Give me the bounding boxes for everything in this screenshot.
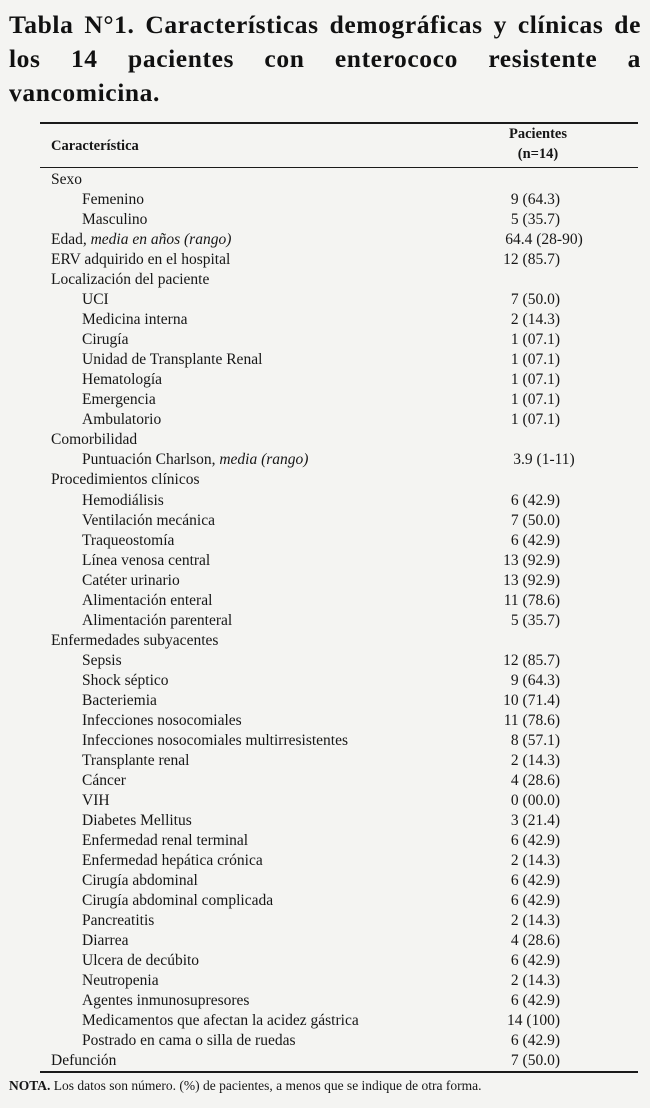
row-label: [82, 751, 189, 771]
table-row: [40, 430, 638, 450]
row-label-text: Alimentación parenteral: [82, 611, 233, 629]
row-value: 11 (78.6): [503, 591, 560, 609]
row-label: [82, 791, 110, 811]
row-label: [82, 851, 263, 871]
row-label: [82, 871, 198, 891]
row-label-text: Agentes inmunosupresores: [82, 992, 250, 1010]
row-label: [82, 571, 180, 591]
row-label-text: Ulcera de decúbito: [82, 952, 200, 970]
row-label-text: Línea venosa central: [82, 551, 211, 569]
row-label: [51, 230, 231, 250]
table-row: [40, 751, 638, 771]
row-value: 9 (64.3): [510, 671, 560, 689]
row-label-text: Medicina interna: [82, 311, 188, 329]
table-row: [40, 731, 638, 751]
table-row: [40, 811, 638, 831]
row-value: 6 (42.9): [510, 952, 560, 970]
row-label-text: Enfermedad renal terminal: [82, 832, 249, 850]
row-value: 1 (07.1): [510, 391, 560, 409]
row-label-text: Sexo: [51, 171, 82, 188]
row-label: [82, 450, 308, 470]
row-label: [51, 430, 137, 450]
row-label: [51, 250, 230, 270]
row-label-text: Bacteriemia: [82, 691, 157, 709]
row-label-text: Cirugía abdominal complicada: [82, 892, 274, 910]
row-label-text: Unidad de Transplante Renal: [82, 351, 263, 369]
row-label: [82, 771, 126, 791]
row-label: [82, 390, 156, 410]
table-row: [40, 1051, 638, 1071]
row-label-text: Localización del paciente: [51, 271, 210, 289]
row-label: [51, 170, 82, 190]
row-value: 6 (42.9): [510, 491, 560, 509]
row-label: [82, 971, 159, 991]
table-row: [40, 671, 638, 691]
row-label-text: Enfermedad hepática crónica: [82, 852, 263, 870]
row-label-text: Hematología: [82, 371, 163, 389]
row-label: [82, 811, 192, 831]
row-label: [82, 711, 242, 731]
row-label-text: Shock séptico: [82, 671, 169, 689]
row-label: [82, 951, 199, 971]
row-label: [82, 891, 273, 911]
table-row: [40, 270, 638, 290]
row-label-text: Ambulatorio: [82, 411, 162, 429]
row-label-text: Neutropenia: [82, 972, 159, 990]
row-value: 7 (50.0): [510, 511, 560, 529]
table-row: [40, 591, 638, 611]
row-value: 12 (85.7): [503, 251, 560, 269]
row-value: 2 (14.3): [510, 751, 560, 769]
table-row: [40, 350, 638, 370]
row-label-text: Diarrea: [82, 932, 129, 950]
row-label-text: Edad,: [51, 231, 91, 249]
row-value: 7 (50.0): [510, 1052, 560, 1070]
row-label-text: ERV adquirido en el hospital: [51, 251, 231, 269]
row-value: 1 (07.1): [510, 331, 560, 349]
table-row: [40, 771, 638, 791]
table-row: [40, 971, 638, 991]
row-label-text: Traqueostomía: [82, 531, 175, 549]
header-pacientes-line2: (n=14): [517, 146, 559, 162]
row-value: 6 (42.9): [510, 892, 560, 910]
table-row: [40, 871, 638, 891]
table-row: [40, 1011, 638, 1031]
row-value: 12 (85.7): [503, 651, 560, 669]
table-row: [40, 330, 638, 350]
row-value: 6 (42.9): [510, 1032, 560, 1050]
row-label: [82, 651, 122, 671]
row-value: 6 (42.9): [510, 531, 560, 549]
row-value: 1 (07.1): [510, 371, 560, 389]
table-row: [40, 210, 638, 230]
row-label: [51, 270, 209, 290]
row-value: 1 (07.1): [510, 351, 560, 369]
row-label: [82, 911, 154, 931]
row-label-text: Comorbilidad: [51, 431, 138, 449]
row-label-text: Infecciones nosocomiales: [82, 711, 242, 729]
row-label: [51, 631, 218, 651]
row-label-text: Cirugía abdominal: [82, 872, 198, 890]
row-label-text: Postrado en cama o silla de ruedas: [82, 1032, 296, 1050]
table-row: [40, 851, 638, 871]
row-value: 64.4 (28-90): [505, 231, 583, 249]
row-label-text: Infecciones nosocomiales multirresistentes: [82, 731, 349, 749]
row-label-italic: media (rango): [219, 451, 309, 469]
table-row: [40, 1031, 638, 1051]
table-row: [40, 891, 638, 911]
table-title: Tabla N°1. Características demográficas y clínicas de los 14 pacientes con enterococo resistente a vancomicina.: [9, 10, 641, 107]
row-label: [82, 671, 169, 691]
row-value: 1 (07.1): [510, 411, 560, 429]
row-value: 2 (14.3): [510, 972, 560, 990]
row-label-text: Medicamentos que afectan la acidez gástrica: [82, 1012, 359, 1030]
table-row: [40, 170, 638, 190]
row-label-text: Defunción: [51, 1052, 117, 1070]
row-label: [82, 290, 109, 310]
row-label: [82, 591, 212, 611]
table-row: [40, 470, 638, 490]
row-label: [82, 831, 248, 851]
table-row: [40, 631, 638, 651]
row-value: 6 (42.9): [510, 872, 560, 890]
row-label-text: Puntuación Charlson,: [82, 451, 220, 469]
row-label: [82, 190, 144, 210]
row-label-text: Emergencia: [82, 391, 156, 409]
row-value: 5 (35.7): [510, 211, 560, 229]
table-row: [40, 310, 638, 330]
row-value: 10 (71.4): [503, 691, 560, 709]
row-value: 8 (57.1): [510, 731, 560, 749]
table-row: [40, 951, 638, 971]
table-row: [40, 611, 638, 631]
table-row: [40, 250, 638, 270]
table-row: [40, 410, 638, 430]
table-note: [9, 1077, 482, 1095]
table-row: [40, 290, 638, 310]
row-label-text: Masculino: [82, 211, 148, 229]
table-header-rule: [40, 167, 638, 168]
row-value: 2 (14.3): [510, 912, 560, 930]
row-label: [51, 1051, 116, 1071]
row-label: [82, 1031, 296, 1051]
row-value: 0 (00.0): [510, 791, 560, 809]
row-label-text: Alimentación enteral: [82, 591, 213, 609]
row-label-text: Cirugía: [82, 331, 129, 349]
table-row: [40, 390, 638, 410]
row-label: [82, 1011, 359, 1031]
row-label: [82, 511, 215, 531]
row-label-text: Diabetes Mellitus: [82, 812, 192, 829]
table-row: [40, 511, 638, 531]
row-label-text: UCI: [82, 291, 109, 309]
row-label: [82, 991, 249, 1011]
row-label: [51, 470, 200, 490]
row-label: [82, 410, 161, 430]
table-row: [40, 691, 638, 711]
row-label-text: Hemodiálisis: [82, 491, 164, 509]
row-value: 9 (64.3): [510, 191, 560, 209]
table-row: [40, 791, 638, 811]
row-label: [82, 731, 348, 751]
table-row: [40, 551, 638, 571]
table-row: [40, 531, 638, 551]
table-row: [40, 230, 638, 250]
row-value: 13 (92.9): [503, 571, 560, 589]
row-value: 11 (78.6): [503, 711, 560, 729]
row-label: [82, 491, 164, 511]
note-text: Los datos son número. (%) de pacientes, a menos que se indique de otra forma.: [50, 1078, 482, 1093]
row-label-text: Catéter urinario: [82, 571, 180, 589]
row-value: 13 (92.9): [503, 551, 560, 569]
row-label: [82, 330, 129, 350]
row-value: 5 (35.7): [510, 611, 560, 629]
table-row: [40, 491, 638, 511]
row-label-text: Femenino: [82, 191, 144, 209]
table-row: [40, 831, 638, 851]
row-label: [82, 310, 187, 330]
header-pacientes: [468, 124, 608, 164]
row-value: 6 (42.9): [510, 992, 560, 1010]
row-value: 6 (42.9): [510, 832, 560, 850]
table-row: [40, 571, 638, 591]
table-row: [40, 651, 638, 671]
table-bottom-rule: [40, 1071, 638, 1073]
table-row: [40, 450, 638, 470]
row-label: [82, 691, 157, 711]
row-value: 3 (21.4): [510, 812, 560, 829]
header-caracteristica: Característica: [51, 138, 139, 154]
row-label: [82, 611, 232, 631]
row-label: [82, 931, 128, 951]
row-value: 7 (50.0): [510, 291, 560, 309]
table-body: [40, 170, 638, 1071]
row-label: [82, 210, 147, 230]
row-value: 14 (100): [507, 1012, 560, 1030]
row-label-text: VIH: [82, 791, 110, 809]
row-value: 2 (14.3): [510, 311, 560, 329]
table-row: [40, 370, 638, 390]
row-label: [82, 370, 162, 390]
table-row: [40, 991, 638, 1011]
row-label-text: Transplante renal: [82, 751, 190, 769]
row-label-text: Cáncer: [82, 771, 126, 789]
row-value: 2 (14.3): [510, 852, 560, 870]
row-label: [82, 551, 210, 571]
note-label: NOTA.: [9, 1078, 51, 1093]
row-label: [82, 531, 174, 551]
row-label-italic: media en años (rango): [90, 231, 232, 249]
table-row: [40, 711, 638, 731]
header-pacientes-line1: Pacientes: [509, 126, 567, 142]
row-value: 4 (28.6): [510, 932, 560, 950]
row-label: [82, 350, 262, 370]
row-label-text: Ventilación mecánica: [82, 511, 215, 529]
row-label-text: Enfermedades subyacentes: [51, 631, 219, 649]
table-row: [40, 190, 638, 210]
table-row: [40, 911, 638, 931]
row-label-text: Pancreatitis: [82, 912, 155, 930]
row-label-text: Sepsis: [82, 651, 122, 669]
row-value: 4 (28.6): [510, 771, 560, 789]
row-label-text: Procedimientos clínicos: [51, 471, 200, 489]
table-row: [40, 931, 638, 951]
row-value: 3.9 (1-11): [513, 451, 575, 469]
